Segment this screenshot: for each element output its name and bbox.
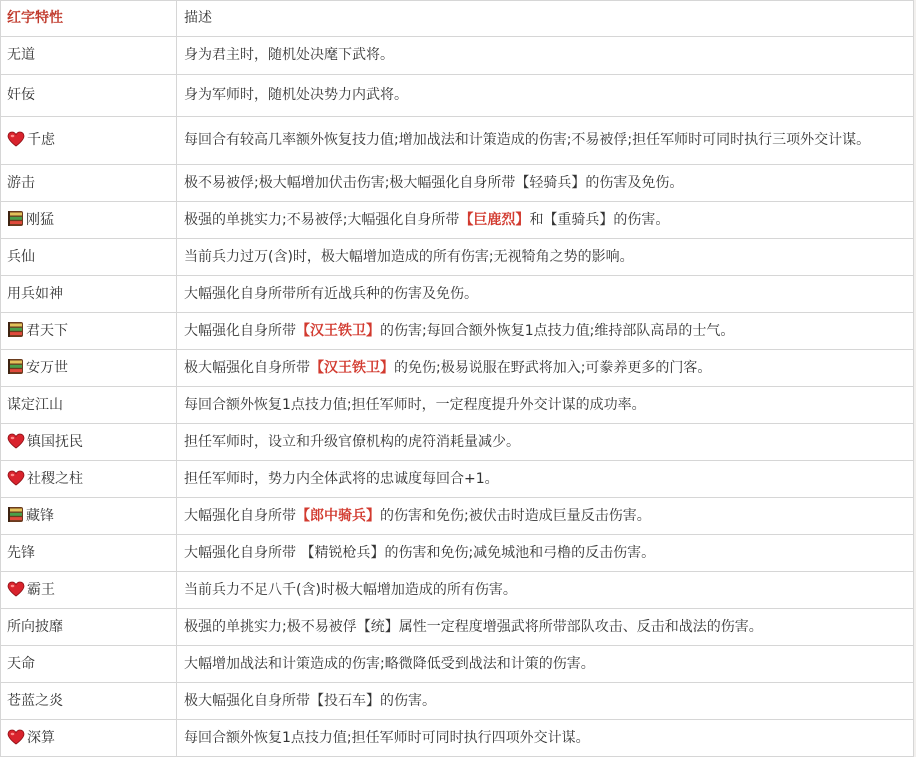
- trait-description-cell: [177, 75, 914, 117]
- description-text: 大幅强化自身所带: [184, 322, 296, 339]
- description-text: 极大幅强化自身所带【投石车】的伤害。: [184, 692, 436, 709]
- table-row: [1, 572, 914, 609]
- trait-name-cell: [1, 313, 177, 350]
- table-row: [1, 202, 914, 239]
- trait-name-cell: [1, 165, 177, 202]
- trait-name-cell: [1, 424, 177, 461]
- header-description: 描述: [177, 1, 914, 37]
- trait-name: 谋定江山: [7, 396, 63, 413]
- description-text: 大幅强化自身所带所有近战兵种的伤害及免伤。: [184, 285, 478, 302]
- trait-name-cell: [1, 350, 177, 387]
- description-text: 大幅强化自身所带: [184, 507, 296, 524]
- heart-icon: [7, 581, 25, 597]
- description-text: 和【重骑兵】的伤害。: [529, 211, 670, 228]
- table-row: [1, 350, 914, 387]
- trait-description-cell: [177, 720, 914, 757]
- trait-name: 天命: [7, 655, 35, 672]
- trait-name: 霸王: [27, 581, 55, 598]
- description-text: 的伤害和免伤;被伏击时造成巨量反击伤害。: [380, 507, 651, 524]
- unit-name-highlight: 【巨鹿烈】: [459, 211, 530, 228]
- trait-description-cell: [177, 461, 914, 498]
- book-stack-icon: [7, 358, 24, 375]
- description-text: 担任军师时，势力内全体武将的忠诚度每回合+1。: [184, 470, 499, 487]
- description-text: 担任军师时，设立和升级官僚机构的虎符消耗量减少。: [184, 433, 520, 450]
- trait-name-cell: [1, 646, 177, 683]
- trait-name: 无道: [7, 47, 35, 63]
- description-text: 大幅增加战法和计策造成的伤害;略微降低受到战法和计策的伤害。: [184, 655, 595, 672]
- book-stack-icon: [7, 210, 24, 227]
- trait-name-cell: [1, 387, 177, 424]
- trait-name: 刚猛: [26, 212, 54, 228]
- trait-description-cell: [177, 117, 914, 165]
- trait-name: 先锋: [7, 544, 35, 561]
- description-text: 身为君主时，随机处决麾下武将。: [184, 47, 394, 63]
- unit-name-highlight: 【汉王铁卫】: [296, 322, 380, 339]
- description-text: 的免伤;极易说服在野武将加入;可豢养更多的门客。: [394, 359, 712, 376]
- description-text: 极强的单挑实力;不易被俘;大幅强化自身所带: [184, 211, 460, 228]
- description-text: 当前兵力过万(含)时，极大幅增加造成的所有伤害;无视犄角之势的影响。: [184, 248, 634, 265]
- book-stack-icon: [7, 321, 24, 338]
- book-stack-icon: [7, 506, 24, 523]
- trait-description-cell: [177, 313, 914, 350]
- trait-name-cell: [1, 276, 177, 313]
- trait-name-cell: [1, 683, 177, 720]
- header-trait-name: 红字特性: [1, 1, 177, 37]
- table-header-row: [1, 1, 914, 37]
- trait-name: 奸佞: [7, 87, 35, 103]
- trait-description-cell: [177, 646, 914, 683]
- trait-name: 用兵如神: [7, 285, 63, 302]
- trait-description-cell: [177, 387, 914, 424]
- heart-icon: [7, 131, 25, 147]
- table-row: [1, 609, 914, 646]
- description-text: 大幅强化自身所带 【精锐枪兵】的伤害和免伤;减免城池和弓橹的反击伤害。: [184, 544, 656, 561]
- trait-name-cell: [1, 609, 177, 646]
- trait-name-cell: [1, 720, 177, 757]
- trait-description-cell: [177, 572, 914, 609]
- description-text: 极强的单挑实力;极不易被俘【统】属性一定程度增强武将所带部队攻击、反击和战法的伤害。: [184, 618, 763, 635]
- description-text: 当前兵力不足八千(含)时极大幅增加造成的所有伤害。: [184, 581, 517, 598]
- trait-name: 苍蓝之炎: [7, 692, 63, 709]
- trait-description-cell: [177, 609, 914, 646]
- trait-description-cell: [177, 683, 914, 720]
- heart-icon: [7, 729, 25, 745]
- unit-name-highlight: 【汉王铁卫】: [310, 359, 394, 376]
- trait-name: 千虑: [27, 132, 55, 148]
- trait-name-cell: [1, 535, 177, 572]
- trait-description-cell: [177, 276, 914, 313]
- table-row: [1, 37, 914, 75]
- trait-description-cell: [177, 498, 914, 535]
- table-row: [1, 424, 914, 461]
- trait-name-cell: [1, 202, 177, 239]
- trait-description-cell: [177, 239, 914, 276]
- description-text: 极不易被俘;极大幅增加伏击伤害;极大幅强化自身所带【轻骑兵】的伤害及免伤。: [184, 174, 684, 191]
- trait-name: 所向披靡: [7, 618, 63, 635]
- trait-name-cell: [1, 37, 177, 75]
- trait-name-cell: [1, 572, 177, 609]
- trait-name-cell: [1, 75, 177, 117]
- table-row: [1, 165, 914, 202]
- description-text: 的伤害;每回合额外恢复1点技力值;维持部队高昂的士气。: [380, 322, 735, 339]
- table-row: [1, 683, 914, 720]
- trait-name: 兵仙: [7, 248, 35, 265]
- table-row: [1, 276, 914, 313]
- description-text: 极大幅强化自身所带: [184, 359, 310, 376]
- trait-name: 深算: [27, 729, 55, 746]
- trait-description-cell: [177, 424, 914, 461]
- table-row: [1, 720, 914, 757]
- trait-description-cell: [177, 37, 914, 75]
- table-row: [1, 75, 914, 117]
- table-row: [1, 117, 914, 165]
- table-row: [1, 646, 914, 683]
- trait-name-cell: [1, 117, 177, 165]
- trait-description-cell: [177, 350, 914, 387]
- trait-description-cell: [177, 535, 914, 572]
- table-row: [1, 461, 914, 498]
- description-text: 每回合有较高几率额外恢复技力值;增加战法和计策造成的伤害;不易被俘;担任军师时可同时执行三项外交计谋。: [184, 132, 871, 148]
- trait-name-cell: [1, 461, 177, 498]
- table-row: [1, 535, 914, 572]
- trait-name-cell: [1, 498, 177, 535]
- unit-name-highlight: 【郎中骑兵】: [296, 507, 380, 524]
- trait-description-cell: [177, 165, 914, 202]
- trait-name: 安万世: [26, 360, 68, 376]
- trait-name-cell: [1, 239, 177, 276]
- trait-name: 镇国抚民: [27, 433, 83, 450]
- description-text: 身为军师时，随机处决势力内武将。: [184, 87, 408, 103]
- traits-table-body: [1, 1, 914, 757]
- trait-name: 君天下: [26, 323, 68, 339]
- heart-icon: [7, 470, 25, 486]
- table-row: [1, 387, 914, 424]
- trait-name: 游击: [7, 174, 35, 191]
- table-row: [1, 498, 914, 535]
- trait-description-cell: [177, 202, 914, 239]
- heart-icon: [7, 433, 25, 449]
- description-text: 每回合额外恢复1点技力值;担任军师时，一定程度提升外交计谋的成功率。: [184, 396, 646, 413]
- trait-name: 社稷之柱: [27, 470, 83, 487]
- table-row: [1, 313, 914, 350]
- trait-name: 藏锋: [26, 508, 54, 524]
- table-row: [1, 239, 914, 276]
- description-text: 每回合额外恢复1点技力值;担任军师时可同时执行四项外交计谋。: [184, 729, 590, 746]
